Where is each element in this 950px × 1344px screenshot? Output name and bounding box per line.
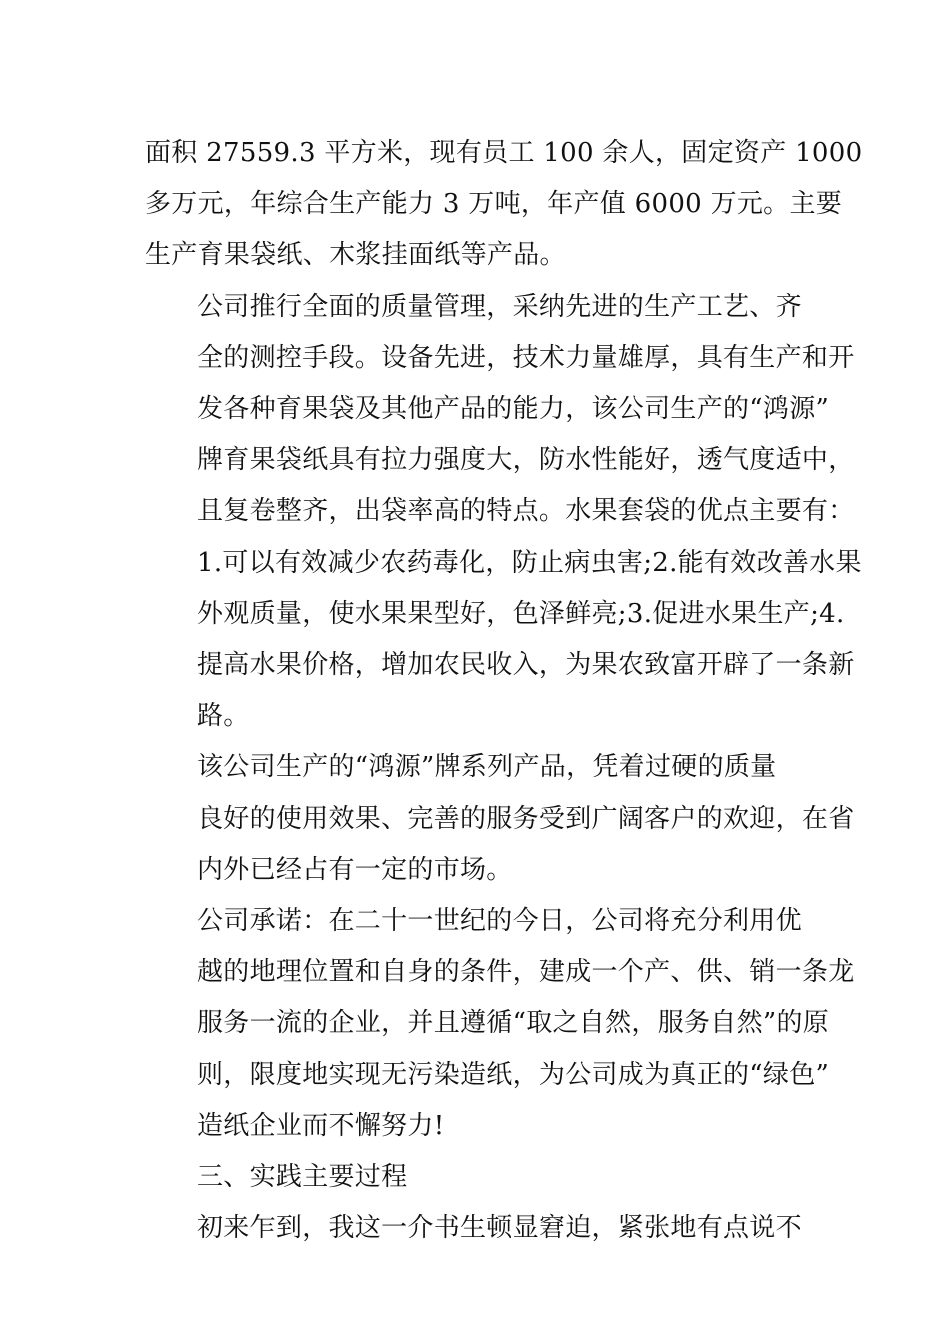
text-line: 该公司生产的“鸿源”牌系列产品，凭着过硬的质量: [197, 752, 777, 783]
text-line: 多万元，年综合生产能力 3 万吨，年产值 6000 万元。主要: [145, 189, 843, 220]
text-line: 路。: [197, 701, 250, 732]
text-line: 服务一流的企业，并且遵循“取之自然，服务自然”的原: [197, 1008, 830, 1039]
text-line: 面积 27559.3 平方米，现有员工 100 余人，固定资产 1000: [145, 138, 863, 168]
text-line: 且复卷整齐，出袋率高的特点。水果套袋的优点主要有：: [197, 496, 855, 527]
paragraph-company-commitment: [145, 896, 855, 1152]
text-line: 公司推行全面的质量管理，采纳先进的生产工艺、齐: [197, 291, 802, 322]
text-line: 1.可以有效减少农药毒化，防止病虫害;2.能有效改善水果: [197, 547, 862, 578]
section-heading-practice-process: [145, 1152, 811, 1203]
paragraph-quality-management: [145, 282, 862, 743]
paragraph-company-overview: [145, 128, 863, 282]
text-line: 越的地理位置和自身的条件，建成一个产、供、销一条龙: [197, 957, 855, 988]
text-line: 初来乍到，我这一介书生顿显窘迫，紧张地有点说不: [197, 1213, 802, 1244]
document-body: [145, 128, 863, 1254]
text-line: 公司承诺：在二十一世纪的今日，公司将充分利用优: [197, 906, 802, 937]
text-line: 内外已经占有一定的市场。: [197, 854, 513, 885]
text-line: 外观质量，使水果果型好，色泽鲜亮;3.促进水果生产;4.: [197, 598, 845, 629]
text-line: 牌育果袋纸具有拉力强度大，防水性能好，透气度适中，: [197, 445, 855, 476]
heading-text: 三、实践主要过程: [197, 1162, 408, 1193]
paragraph-product-reputation: [145, 742, 855, 896]
text-line: 造纸企业而不懈努力!: [197, 1110, 445, 1141]
text-line: 生产育果袋纸、木浆挂面纸等产品。: [145, 240, 566, 271]
text-line: 发各种育果袋及其他产品的能力，该公司生产的“鸿源”: [197, 394, 830, 425]
text-line: 提高水果价格，增加农民收入，为果农致富开辟了一条新: [197, 650, 855, 681]
paragraph-first-arrival: [145, 1203, 811, 1254]
text-line: 则，限度地实现无污染造纸，为公司成为真正的“绿色”: [197, 1059, 830, 1090]
text-line: 良好的使用效果、完善的服务受到广阔客户的欢迎，在省: [197, 803, 855, 834]
text-line: 全的测控手段。设备先进，技术力量雄厚，具有生产和开: [197, 342, 855, 373]
